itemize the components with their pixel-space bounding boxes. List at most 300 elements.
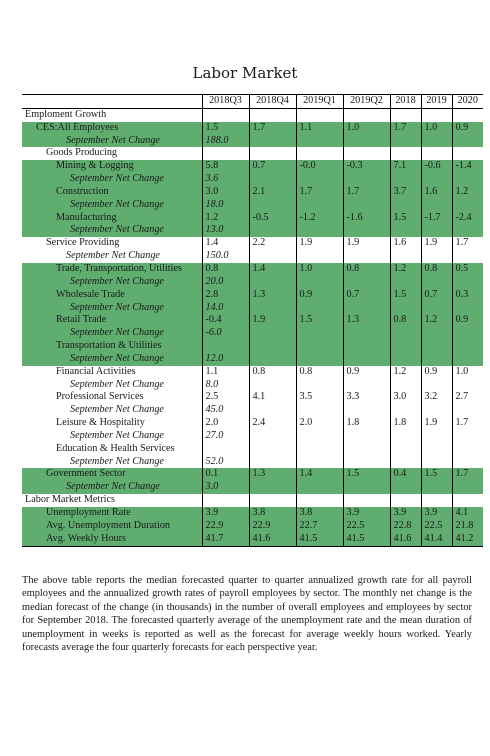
value-cell xyxy=(421,379,452,392)
value-cell xyxy=(296,443,343,456)
row-label: Unemployment Rate xyxy=(22,507,202,520)
table-row xyxy=(22,391,483,404)
value-cell: 8.0 xyxy=(202,379,249,392)
value-cell xyxy=(296,173,343,186)
value-cell xyxy=(452,353,483,366)
value-cell: 0.8 xyxy=(421,263,452,276)
value-cell: 2.1 xyxy=(249,186,296,199)
value-cell xyxy=(343,443,390,456)
value-cell: 150.0 xyxy=(202,250,249,263)
row-label: Leisure & Hospitality xyxy=(56,417,145,429)
value-cell xyxy=(249,443,296,456)
value-cell: 1.7 xyxy=(452,468,483,481)
value-cell: 0.5 xyxy=(452,263,483,276)
value-cell: 2.2 xyxy=(249,237,296,250)
value-cell xyxy=(390,340,421,353)
value-cell: 0.3 xyxy=(452,289,483,302)
row-label: September Net Change xyxy=(70,455,164,467)
value-cell: 1.0 xyxy=(296,263,343,276)
value-cell: 2.0 xyxy=(202,417,249,430)
value-cell: 41.6 xyxy=(390,533,421,546)
value-cell xyxy=(296,327,343,340)
value-cell xyxy=(452,443,483,456)
value-cell: 12.0 xyxy=(202,353,249,366)
value-cell xyxy=(390,353,421,366)
row-label: Financial Activities xyxy=(56,365,136,377)
value-cell: 1.5 xyxy=(296,314,343,327)
value-cell: 2.8 xyxy=(202,289,249,302)
value-cell xyxy=(421,353,452,366)
value-cell: 3.7 xyxy=(390,186,421,199)
value-cell xyxy=(452,379,483,392)
value-cell xyxy=(452,430,483,443)
value-cell: 1.5 xyxy=(390,289,421,302)
value-cell xyxy=(390,108,421,121)
header-cell: 2019Q2 xyxy=(343,95,390,109)
table-row xyxy=(22,199,483,212)
table-row xyxy=(22,122,483,135)
value-cell xyxy=(296,250,343,263)
value-cell xyxy=(343,135,390,148)
table-row xyxy=(22,135,483,148)
value-cell: 41.4 xyxy=(421,533,452,546)
value-cell xyxy=(343,250,390,263)
value-cell: 3.9 xyxy=(390,507,421,520)
value-cell xyxy=(343,353,390,366)
value-cell xyxy=(202,443,249,456)
value-cell: 3.9 xyxy=(202,507,249,520)
value-cell xyxy=(343,404,390,417)
value-cell xyxy=(421,494,452,507)
value-cell: -1.4 xyxy=(452,160,483,173)
value-cell xyxy=(452,276,483,289)
table-row xyxy=(22,468,483,481)
row-label: September Net Change xyxy=(22,327,202,340)
row-label: Trade, Transportation, Utilities xyxy=(22,263,202,276)
row-label: Labor Market Metrics xyxy=(25,494,115,506)
header-cell: 2018 xyxy=(390,95,421,109)
value-cell xyxy=(249,302,296,315)
row-label: September Net Change xyxy=(22,173,202,186)
value-cell xyxy=(421,173,452,186)
value-cell: 1.2 xyxy=(390,366,421,379)
value-cell xyxy=(343,147,390,160)
value-cell xyxy=(202,147,249,160)
value-cell: 0.7 xyxy=(343,289,390,302)
value-cell: 1.7 xyxy=(343,186,390,199)
value-cell: 1.8 xyxy=(343,417,390,430)
table-row xyxy=(22,173,483,186)
value-cell xyxy=(452,481,483,494)
value-cell: 1.2 xyxy=(390,263,421,276)
value-cell: 1.5 xyxy=(421,468,452,481)
value-cell xyxy=(390,456,421,469)
value-cell: -1.2 xyxy=(296,212,343,225)
row-label: Government Sector xyxy=(22,468,202,481)
value-cell xyxy=(421,481,452,494)
table-row xyxy=(22,366,483,379)
value-cell: 1.7 xyxy=(296,186,343,199)
row-label: Avg. Weekly Hours xyxy=(22,533,202,546)
value-cell xyxy=(249,353,296,366)
value-cell: 1.7 xyxy=(249,122,296,135)
value-cell xyxy=(249,327,296,340)
value-cell xyxy=(452,224,483,237)
value-cell: 0.1 xyxy=(202,468,249,481)
row-label: Emploment Growth xyxy=(25,108,107,120)
value-cell: 1.0 xyxy=(452,366,483,379)
value-cell: 0.8 xyxy=(249,366,296,379)
value-cell: 2.7 xyxy=(452,391,483,404)
value-cell xyxy=(390,404,421,417)
value-cell xyxy=(421,147,452,160)
table-row xyxy=(22,494,483,507)
value-cell: 52.0 xyxy=(202,456,249,469)
value-cell: -6.0 xyxy=(202,327,249,340)
value-cell: 1.5 xyxy=(343,468,390,481)
value-cell xyxy=(421,327,452,340)
value-cell xyxy=(452,147,483,160)
value-cell xyxy=(421,443,452,456)
value-cell xyxy=(343,224,390,237)
value-cell xyxy=(452,173,483,186)
value-cell xyxy=(249,404,296,417)
value-cell xyxy=(343,108,390,121)
value-cell: 3.0 xyxy=(390,391,421,404)
value-cell: 41.5 xyxy=(343,533,390,546)
value-cell: 1.3 xyxy=(249,289,296,302)
row-label: September Net Change xyxy=(22,199,202,212)
value-cell: 1.0 xyxy=(421,122,452,135)
value-cell xyxy=(421,340,452,353)
value-cell xyxy=(249,430,296,443)
table-row xyxy=(22,250,483,263)
value-cell xyxy=(390,250,421,263)
value-cell xyxy=(296,379,343,392)
value-cell xyxy=(421,250,452,263)
value-cell xyxy=(343,430,390,443)
table-row xyxy=(22,276,483,289)
value-cell: 3.8 xyxy=(249,507,296,520)
table-row xyxy=(22,417,483,430)
value-cell xyxy=(249,340,296,353)
value-cell: 1.3 xyxy=(343,314,390,327)
value-cell: 0.7 xyxy=(249,160,296,173)
row-label: September Net Change xyxy=(22,302,202,315)
row-label: Construction xyxy=(22,186,202,199)
value-cell xyxy=(249,481,296,494)
value-cell xyxy=(390,276,421,289)
value-cell xyxy=(249,199,296,212)
row-label: Professional Services xyxy=(56,391,144,403)
value-cell xyxy=(421,199,452,212)
value-cell: 0.4 xyxy=(390,468,421,481)
value-cell xyxy=(249,135,296,148)
value-cell xyxy=(296,430,343,443)
row-label: September Net Change xyxy=(22,135,202,148)
row-label: Wholesale Trade xyxy=(22,289,202,302)
value-cell xyxy=(249,276,296,289)
value-cell xyxy=(343,173,390,186)
labor-market-table xyxy=(22,94,483,547)
value-cell: 3.2 xyxy=(421,391,452,404)
value-cell: 7.1 xyxy=(390,160,421,173)
value-cell xyxy=(343,456,390,469)
value-cell: -1.7 xyxy=(421,212,452,225)
value-cell xyxy=(452,494,483,507)
value-cell: 1.5 xyxy=(390,212,421,225)
value-cell xyxy=(421,302,452,315)
value-cell: -0.3 xyxy=(343,160,390,173)
value-cell: 22.9 xyxy=(249,520,296,533)
value-cell xyxy=(421,404,452,417)
value-cell: 1.4 xyxy=(296,468,343,481)
row-label: Avg. Unemployment Duration xyxy=(22,520,202,533)
value-cell xyxy=(390,494,421,507)
value-cell xyxy=(421,135,452,148)
value-cell xyxy=(296,340,343,353)
value-cell: 0.7 xyxy=(421,289,452,302)
table-row xyxy=(22,314,483,327)
table-header-row xyxy=(22,95,483,109)
value-cell xyxy=(202,494,249,507)
value-cell: 1.4 xyxy=(249,263,296,276)
value-cell xyxy=(390,302,421,315)
value-cell: 41.2 xyxy=(452,533,483,546)
table-row xyxy=(22,443,483,456)
table-row xyxy=(22,224,483,237)
value-cell: 20.0 xyxy=(202,276,249,289)
page-title: Labor Market xyxy=(192,64,298,82)
value-cell: -2.4 xyxy=(452,212,483,225)
table-row xyxy=(22,481,483,494)
table-row xyxy=(22,237,483,250)
value-cell: 0.8 xyxy=(202,263,249,276)
value-cell: 0.9 xyxy=(452,122,483,135)
row-label: Manufacturing xyxy=(22,212,202,225)
value-cell xyxy=(390,224,421,237)
value-cell xyxy=(249,147,296,160)
value-cell xyxy=(249,379,296,392)
value-cell xyxy=(343,302,390,315)
value-cell: 2.5 xyxy=(202,391,249,404)
value-cell xyxy=(390,147,421,160)
value-cell xyxy=(249,108,296,121)
row-label: September Net Change xyxy=(22,353,202,366)
table-row xyxy=(22,353,483,366)
value-cell xyxy=(452,135,483,148)
value-cell: 41.5 xyxy=(296,533,343,546)
value-cell xyxy=(296,135,343,148)
value-cell: -0.6 xyxy=(421,160,452,173)
table-row xyxy=(22,327,483,340)
value-cell: 1.9 xyxy=(249,314,296,327)
value-cell: 1.2 xyxy=(202,212,249,225)
value-cell xyxy=(296,224,343,237)
value-cell: -0.0 xyxy=(296,160,343,173)
table-row xyxy=(22,289,483,302)
value-cell: 22.9 xyxy=(202,520,249,533)
row-label: September Net Change xyxy=(22,481,202,494)
value-cell: 27.0 xyxy=(202,430,249,443)
value-cell: 188.0 xyxy=(202,135,249,148)
value-cell xyxy=(390,199,421,212)
header-cell xyxy=(22,95,202,109)
value-cell: 18.0 xyxy=(202,199,249,212)
value-cell: 22.5 xyxy=(421,520,452,533)
value-cell: 22.5 xyxy=(343,520,390,533)
value-cell: 1.3 xyxy=(249,468,296,481)
value-cell xyxy=(296,456,343,469)
value-cell xyxy=(452,327,483,340)
value-cell xyxy=(343,327,390,340)
value-cell xyxy=(421,430,452,443)
table-row xyxy=(22,108,483,121)
value-cell: 1.5 xyxy=(202,122,249,135)
table-row xyxy=(22,160,483,173)
value-cell xyxy=(343,379,390,392)
row-label: Goods Producing xyxy=(46,147,118,159)
table-description: The above table reports the median forecasted quarter to quarter annualized growth rate for all payroll employees and the annualized growth rates of payroll employees by sector. The monthly net change is the median forecast of the change (in thousands) in the number of overall employees and employees by sector for September 2018. The forecasted quarterly average of the unemployment rate and the mean duration of unemployment in weeks is reported as well as the forecast for average weekly hours worked. Yearly forecasts average the four quarterly forecasts for each perspective year. xyxy=(22,575,472,654)
value-cell: 1.2 xyxy=(421,314,452,327)
header-cell: 2019Q1 xyxy=(296,95,343,109)
value-cell: 2.4 xyxy=(249,417,296,430)
value-cell: 3.6 xyxy=(202,173,249,186)
value-cell xyxy=(421,276,452,289)
value-cell: 0.8 xyxy=(343,263,390,276)
value-cell: 1.0 xyxy=(343,122,390,135)
value-cell xyxy=(452,199,483,212)
value-cell: 3.0 xyxy=(202,186,249,199)
value-cell: 3.5 xyxy=(296,391,343,404)
table-row xyxy=(22,404,483,417)
value-cell: 5.8 xyxy=(202,160,249,173)
header-cell: 2020 xyxy=(452,95,483,109)
table-row xyxy=(22,186,483,199)
value-cell xyxy=(343,494,390,507)
header-cell: 2018Q4 xyxy=(249,95,296,109)
value-cell xyxy=(249,494,296,507)
value-cell xyxy=(452,302,483,315)
value-cell xyxy=(296,353,343,366)
row-label: September Net Change xyxy=(70,404,164,416)
value-cell xyxy=(296,494,343,507)
value-cell: 3.9 xyxy=(421,507,452,520)
value-cell xyxy=(390,173,421,186)
value-cell xyxy=(452,340,483,353)
value-cell xyxy=(421,108,452,121)
value-cell: 1.7 xyxy=(452,417,483,430)
row-label: September Net Change xyxy=(70,378,164,390)
value-cell: 1.6 xyxy=(390,237,421,250)
value-cell: 45.0 xyxy=(202,404,249,417)
value-cell: 1.7 xyxy=(452,237,483,250)
value-cell: 1.2 xyxy=(452,186,483,199)
value-cell xyxy=(390,379,421,392)
value-cell: 1.8 xyxy=(390,417,421,430)
value-cell xyxy=(249,224,296,237)
value-cell xyxy=(452,108,483,121)
table-row xyxy=(22,456,483,469)
row-label: September Net Change xyxy=(22,224,202,237)
row-label: September Net Change xyxy=(22,276,202,289)
table-row xyxy=(22,302,483,315)
value-cell: 22.7 xyxy=(296,520,343,533)
value-cell: 0.9 xyxy=(421,366,452,379)
value-cell: 1.9 xyxy=(296,237,343,250)
value-cell: 1.9 xyxy=(421,417,452,430)
value-cell xyxy=(296,147,343,160)
value-cell xyxy=(390,481,421,494)
value-cell: 0.9 xyxy=(343,366,390,379)
row-label: Retail Trade xyxy=(22,314,202,327)
table-row xyxy=(22,430,483,443)
value-cell: -0.4 xyxy=(202,314,249,327)
value-cell xyxy=(452,456,483,469)
value-cell: 14.0 xyxy=(202,302,249,315)
value-cell: 3.0 xyxy=(202,481,249,494)
value-cell: 1.1 xyxy=(296,122,343,135)
value-cell: 21.8 xyxy=(452,520,483,533)
table-row xyxy=(22,212,483,225)
header-cell: 2019 xyxy=(421,95,452,109)
value-cell xyxy=(296,276,343,289)
row-label: Mining & Logging xyxy=(22,160,202,173)
row-label: Service Providing xyxy=(46,237,120,249)
value-cell xyxy=(202,340,249,353)
row-label: Education & Health Services xyxy=(56,442,175,454)
value-cell xyxy=(249,250,296,263)
value-cell xyxy=(202,108,249,121)
value-cell: -1.6 xyxy=(343,212,390,225)
value-cell xyxy=(390,443,421,456)
value-cell: 1.6 xyxy=(421,186,452,199)
value-cell: 3.8 xyxy=(296,507,343,520)
value-cell xyxy=(249,456,296,469)
row-label: CES:All Employees xyxy=(22,122,202,135)
value-cell: 0.9 xyxy=(296,289,343,302)
value-cell: 0.8 xyxy=(390,314,421,327)
header-cell: 2018Q3 xyxy=(202,95,249,109)
value-cell xyxy=(390,135,421,148)
value-cell xyxy=(452,404,483,417)
value-cell xyxy=(390,327,421,340)
table-row xyxy=(22,533,483,546)
value-cell: 41.6 xyxy=(249,533,296,546)
value-cell: 3.9 xyxy=(343,507,390,520)
row-label: Transportation & Utilities xyxy=(22,340,202,353)
row-label: September Net Change xyxy=(66,250,160,262)
value-cell xyxy=(452,250,483,263)
value-cell xyxy=(343,340,390,353)
value-cell xyxy=(421,456,452,469)
value-cell: 1.4 xyxy=(202,237,249,250)
value-cell xyxy=(343,199,390,212)
value-cell xyxy=(296,302,343,315)
table-row xyxy=(22,147,483,160)
value-cell: 1.9 xyxy=(343,237,390,250)
value-cell: -0.5 xyxy=(249,212,296,225)
value-cell: 0.8 xyxy=(296,366,343,379)
table-row xyxy=(22,340,483,353)
value-cell: 1.7 xyxy=(390,122,421,135)
value-cell xyxy=(390,430,421,443)
value-cell: 41.7 xyxy=(202,533,249,546)
value-cell: 2.0 xyxy=(296,417,343,430)
value-cell xyxy=(296,108,343,121)
table-row xyxy=(22,263,483,276)
value-cell xyxy=(296,199,343,212)
